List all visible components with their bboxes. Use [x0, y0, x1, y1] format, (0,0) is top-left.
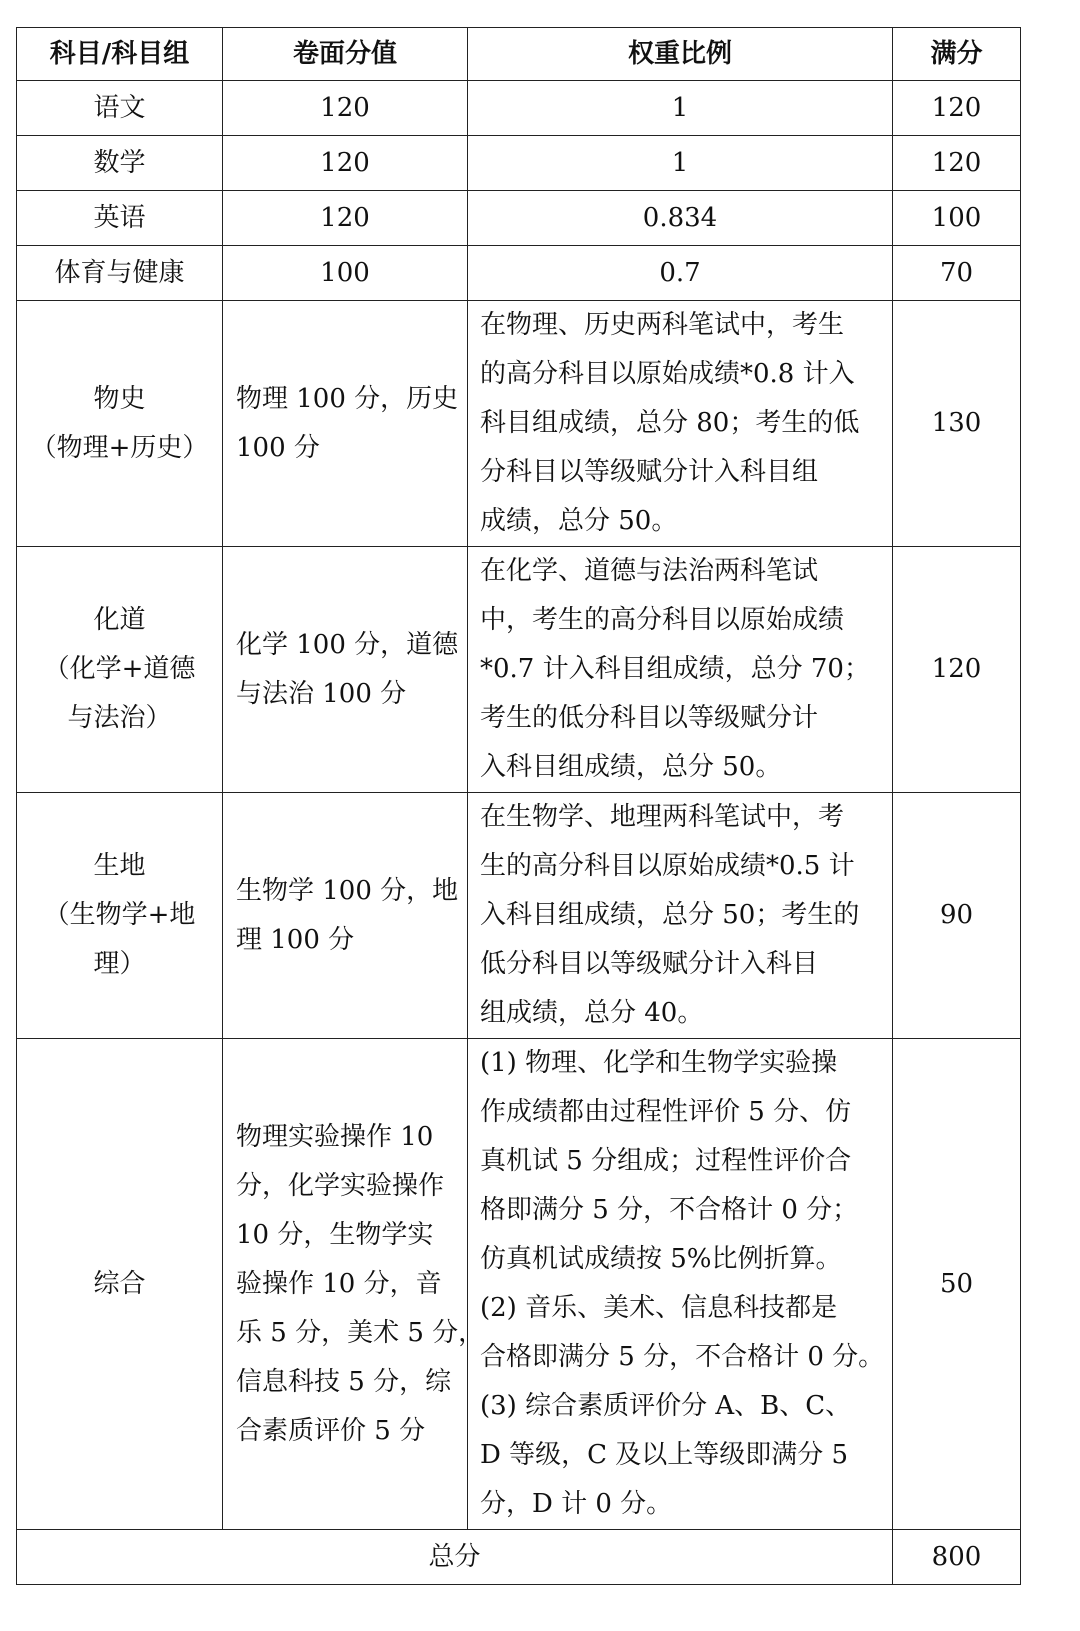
cell-line: 100 分	[236, 432, 320, 463]
cell-line: 在物理、历史两科笔试中，考生	[480, 310, 845, 340]
cell-line: （物理+历史）	[30, 432, 209, 463]
cell-line: 与法治）	[67, 703, 172, 733]
cell-line: 120	[320, 92, 370, 123]
table-row	[17, 793, 1021, 1039]
cell-line: 120	[320, 147, 370, 178]
cell-line: 物史	[93, 383, 146, 414]
cell-line: 在化学、道德与法治两科笔试	[480, 556, 819, 586]
table-row	[17, 191, 1021, 246]
cell-line: 分，化学实验操作	[236, 1170, 445, 1201]
cell-line: 组成绩，总分 40。	[480, 998, 704, 1028]
full-score-cell: 130	[893, 301, 1021, 547]
header-weight: 权重比例	[468, 28, 893, 81]
cell-line: 1	[671, 92, 689, 123]
cell-line: 100	[320, 257, 370, 288]
cell-line: 信息科技 5 分，综	[236, 1366, 452, 1397]
weight-cell	[468, 301, 893, 547]
header-paper-score: 卷面分值	[223, 28, 468, 81]
total-value: 800	[893, 1530, 1021, 1585]
table-row	[17, 547, 1021, 793]
cell-line: 0.834	[642, 202, 718, 233]
cell-line: 理 100 分	[236, 924, 355, 955]
table-row	[17, 81, 1021, 136]
cell-line: 合格即满分 5 分，不合格计 0 分。	[480, 1342, 885, 1372]
subject-cell	[17, 301, 223, 547]
weight-cell	[468, 246, 893, 301]
cell-line: （化学+道德	[43, 654, 196, 684]
subject-cell	[17, 1039, 223, 1530]
subject-cell	[17, 246, 223, 301]
full-score-cell: 120	[893, 547, 1021, 793]
paper-score-cell	[223, 191, 468, 246]
table-row	[17, 136, 1021, 191]
cell-line: 格即满分 5 分，不合格计 0 分；	[480, 1195, 859, 1225]
cell-line: 综合	[93, 1268, 146, 1299]
cell-line: 10 分，生物学实	[236, 1219, 434, 1250]
full-score-cell: 90	[893, 793, 1021, 1039]
cell-line: *0.7 计入科目组成绩，总分 70；	[480, 654, 870, 684]
table-row	[17, 301, 1021, 547]
cell-line: 1	[671, 147, 689, 178]
cell-line: D 等级，C 及以上等级即满分 5	[480, 1440, 849, 1470]
paper-score-cell	[223, 1039, 485, 1530]
cell-line: 与法治 100 分	[236, 678, 407, 709]
cell-line: （生物学+地	[43, 900, 196, 930]
cell-line: 中，考生的高分科目以原始成绩	[480, 605, 845, 635]
cell-line: 成绩，总分 50。	[480, 506, 678, 536]
cell-line: 数学	[93, 147, 146, 178]
cell-line: 0.7	[659, 257, 701, 288]
cell-line: 120	[320, 202, 370, 233]
cell-line: (2) 音乐、美术、信息科技都是	[480, 1293, 838, 1323]
paper-score-cell	[223, 246, 468, 301]
paper-score-cell	[223, 793, 468, 1039]
cell-line: 分，D 计 0 分。	[480, 1489, 673, 1519]
cell-line: 低分科目以等级赋分计入科目	[480, 949, 819, 979]
cell-line: 在生物学、地理两科笔试中，考	[480, 802, 845, 832]
paper-score-cell	[223, 81, 468, 136]
subject-cell	[17, 793, 223, 1039]
weight-cell	[468, 547, 893, 793]
weight-cell	[468, 793, 893, 1039]
cell-line: 生物学 100 分，地	[236, 875, 459, 906]
cell-line: 合素质评价 5 分	[236, 1415, 426, 1446]
header-row	[17, 28, 1021, 81]
table-row	[17, 1039, 1021, 1530]
subject-cell	[17, 547, 223, 793]
cell-line: 入科目组成绩，总分 50。	[480, 752, 782, 782]
total-row	[17, 1530, 1021, 1585]
table-row	[17, 246, 1021, 301]
full-score-cell: 120	[893, 136, 1021, 191]
weight-cell	[468, 191, 893, 246]
full-score-cell: 100	[893, 191, 1021, 246]
subject-cell	[17, 136, 223, 191]
full-score-cell: 50	[893, 1039, 1021, 1530]
cell-line: 理）	[93, 949, 146, 979]
weight-cell	[468, 1039, 893, 1530]
cell-line: (1) 物理、化学和生物学实验操	[480, 1048, 838, 1078]
cell-line: 科目组成绩，总分 80；考生的低	[480, 408, 860, 438]
cell-line: 作成绩都由过程性评价 5 分、仿	[480, 1097, 852, 1127]
cell-line: 化道	[93, 605, 146, 635]
cell-line: 仿真机试成绩按 5%比例折算。	[480, 1244, 842, 1274]
cell-line: 体育与健康	[54, 257, 185, 288]
cell-line: 生的高分科目以原始成绩*0.5 计	[480, 851, 855, 881]
header-subject: 科目/科目组	[17, 28, 223, 81]
cell-line: 生地	[93, 851, 146, 881]
cell-line: 的高分科目以原始成绩*0.8 计入	[480, 359, 855, 389]
weight-cell	[468, 136, 893, 191]
cell-line: 乐 5 分，美术 5 分，	[236, 1317, 485, 1348]
cell-line: 分科目以等级赋分计入科目组	[480, 457, 819, 487]
score-table	[16, 27, 1021, 1585]
full-score-cell: 70	[893, 246, 1021, 301]
paper-score-cell	[223, 136, 468, 191]
subject-cell	[17, 81, 223, 136]
cell-line: 物理实验操作 10	[236, 1121, 434, 1152]
full-score-cell: 120	[893, 81, 1021, 136]
header-full-score: 满分	[893, 28, 1021, 81]
cell-line: 语文	[93, 92, 146, 123]
weight-cell	[468, 81, 893, 136]
cell-line: 英语	[93, 202, 146, 233]
cell-line: (3) 综合素质评价分 A、B、C、	[480, 1391, 852, 1421]
cell-line: 真机试 5 分组成；过程性评价合	[480, 1146, 852, 1176]
subject-cell	[17, 191, 223, 246]
cell-line: 化学 100 分，道德	[236, 629, 459, 660]
cell-line: 验操作 10 分，音	[236, 1268, 442, 1299]
cell-line: 物理 100 分，历史	[236, 383, 459, 414]
cell-line: 考生的低分科目以等级赋分计	[480, 703, 819, 733]
paper-score-cell	[223, 301, 468, 547]
paper-score-cell	[223, 547, 468, 793]
cell-line: 入科目组成绩，总分 50；考生的	[480, 900, 860, 930]
total-label: 总分	[17, 1530, 893, 1585]
